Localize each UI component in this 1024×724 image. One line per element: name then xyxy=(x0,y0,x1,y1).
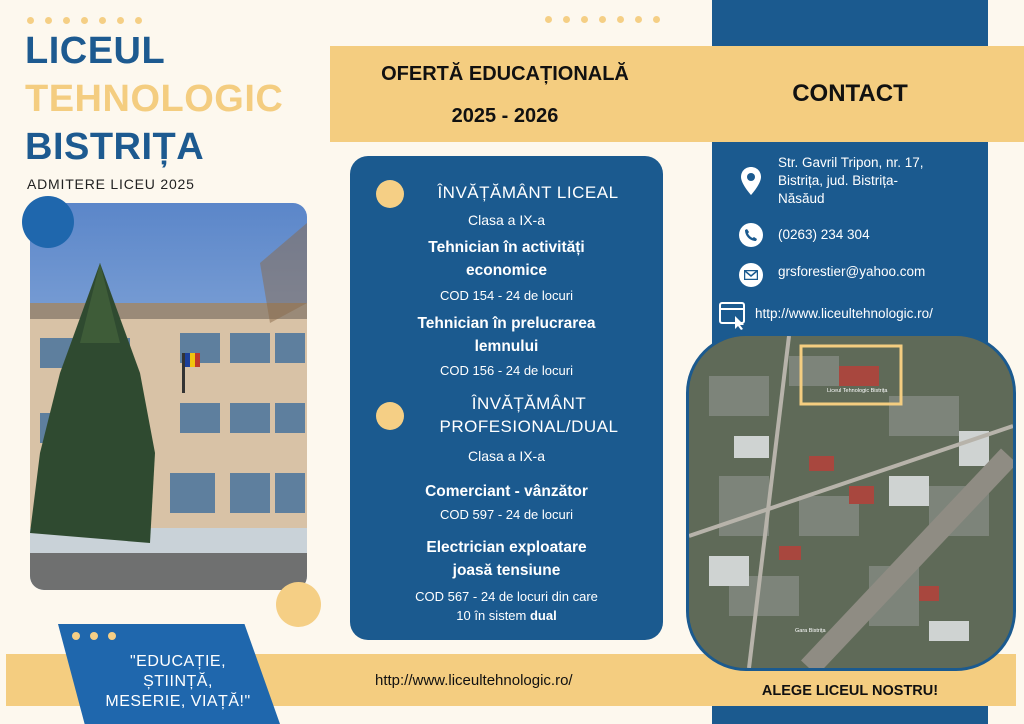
program-code: COD 154 - 24 de locuri xyxy=(440,288,573,303)
footer-website-link[interactable]: http://www.liceultehnologic.ro/ xyxy=(375,672,573,689)
decorative-yellow-circle xyxy=(276,582,321,627)
program-code: COD 156 - 24 de locuri xyxy=(440,363,573,378)
decorative-blue-circle xyxy=(22,196,74,248)
program-name: Electrician exploatare joasă tensiune xyxy=(426,539,587,579)
program-name: Comerciant - vânzător xyxy=(425,483,588,500)
decorative-dots-footer xyxy=(72,632,116,640)
location-map[interactable] xyxy=(686,333,1016,671)
profesional-class: Clasa a IX-a xyxy=(467,448,546,464)
liceal-heading: ÎNVĂȚĂMÂNT LICEAL xyxy=(437,183,619,202)
contact-phone[interactable]: (0263) 234 304 xyxy=(778,227,870,242)
map-label-station: Gara Bistrița xyxy=(795,628,826,634)
web-browser-icon xyxy=(719,301,749,336)
school-name-line1: LICEUL xyxy=(25,30,166,72)
offer-years: 2025 - 2026 xyxy=(451,105,559,127)
bullet-circle xyxy=(376,180,404,208)
contact-website[interactable]: http://www.liceultehnologic.ro/ xyxy=(755,306,933,321)
location-pin-icon xyxy=(740,166,762,201)
email-icon xyxy=(739,263,763,287)
program-name: Tehnician în prelucrarea lemnului xyxy=(417,315,596,355)
program-code: COD 567 - 24 de locuri din care 10 în sistem dual xyxy=(415,589,598,623)
contact-email[interactable]: grsforestier@yahoo.com xyxy=(778,264,926,279)
contact-title: CONTACT xyxy=(792,80,908,107)
offer-panel xyxy=(350,156,663,640)
program-name: Tehnician în activități economice xyxy=(428,239,585,279)
decorative-dots-right xyxy=(545,16,660,23)
school-building-photo xyxy=(30,203,307,590)
offer-title: OFERTĂ EDUCAȚIONALĂ xyxy=(381,63,629,85)
school-name-line2: TEHNOLOGIC xyxy=(25,78,284,120)
program-code: COD 597 - 24 de locuri xyxy=(440,507,573,522)
school-motto: "EDUCAȚIE, ȘTIINȚĂ, MESERIE, VIAȚĂ!" xyxy=(105,653,251,710)
decorative-dots-left xyxy=(27,17,142,24)
profesional-heading: ÎNVĂȚĂMÂNT PROFESIONAL/DUAL xyxy=(439,394,619,436)
contact-address: Str. Gavril Tripon, nr. 17, Bistrița, jud. Bistrița- Năsăud xyxy=(778,155,924,206)
map-label-school: Liceul Tehnologic Bistrița xyxy=(827,388,888,394)
phone-icon xyxy=(739,223,763,247)
school-name-line3: BISTRIȚA xyxy=(25,126,205,168)
admission-subtitle: ADMITERE LICEU 2025 xyxy=(27,176,195,192)
call-to-action: ALEGE LICEUL NOSTRU! xyxy=(761,683,939,699)
liceal-class: Clasa a IX-a xyxy=(467,212,546,228)
